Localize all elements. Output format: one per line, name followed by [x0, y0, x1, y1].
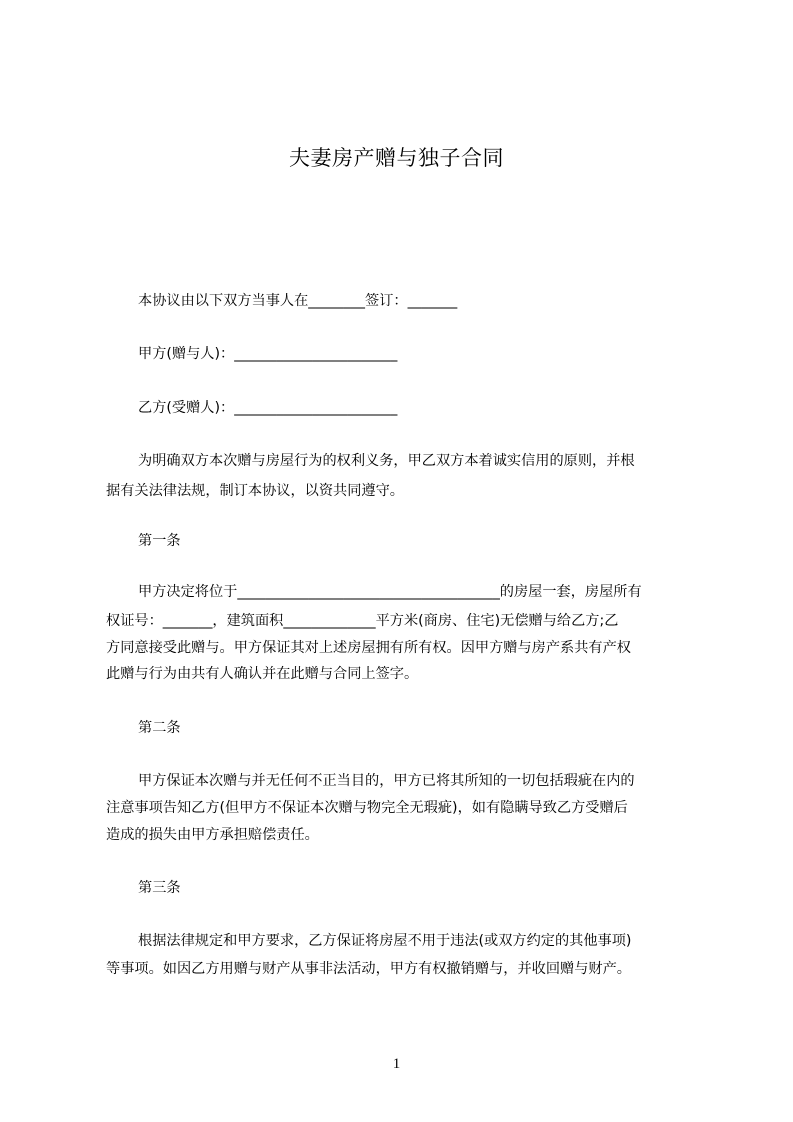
- preamble-line-1: 为明确双方本次赠与房屋行为的权利义务，甲乙双方本着诚实信用的原则，并根: [138, 453, 635, 469]
- intro-line: 本协议由以下双方当事人在________签订：_______: [138, 293, 458, 309]
- article-1-heading: 第一条: [138, 533, 181, 549]
- article-2-line-1: 甲方保证本次赠与并无任何不正当目的，甲方已将其所知的一切包括瑕疵在内的: [138, 773, 635, 789]
- party-b-line: 乙方(受赠人)：_______________________: [138, 400, 398, 416]
- article-1-line-4: 此赠与行为由共有人确认并在此赠与合同上签字。: [106, 666, 419, 682]
- party-a-line: 甲方(赠与人)：_______________________: [138, 346, 398, 362]
- preamble-line-2: 据有关法律法规，制订本协议，以资共同遵守。: [106, 483, 404, 499]
- article-1-line-2: 权证号：_______，建筑面积_____________平方米(商房、住宅)无偿赠与给乙方;乙: [106, 613, 619, 629]
- page-number: 1: [392, 1056, 401, 1072]
- article-1-line-3: 方同意接受此赠与。甲方保证其对上述房屋拥有所有权。因甲方赠与房产系共有产权: [106, 640, 631, 656]
- article-3-heading: 第三条: [138, 880, 181, 896]
- article-2-line-3: 造成的损失由甲方承担赔偿责任。: [106, 827, 319, 843]
- document-title: 夫妻房产赠与独子合同: [289, 146, 504, 170]
- article-3-line-2: 等事项。如因乙方用赠与财产从事非法活动，甲方有权撤销赠与，并收回赠与财产。: [106, 961, 631, 977]
- article-1-line-1: 甲方决定将位于_____________________________________的房屋一套，房屋所有: [138, 584, 642, 600]
- article-3-line-1: 根据法律规定和甲方要求，乙方保证将房屋不用于违法(或双方约定的其他事项): [138, 933, 632, 949]
- article-2-line-2: 注意事项告知乙方(但甲方不保证本次赠与物完全无瑕疵)，如有隐瞒导致乙方受赠后: [106, 800, 628, 816]
- article-2-heading: 第二条: [138, 720, 181, 736]
